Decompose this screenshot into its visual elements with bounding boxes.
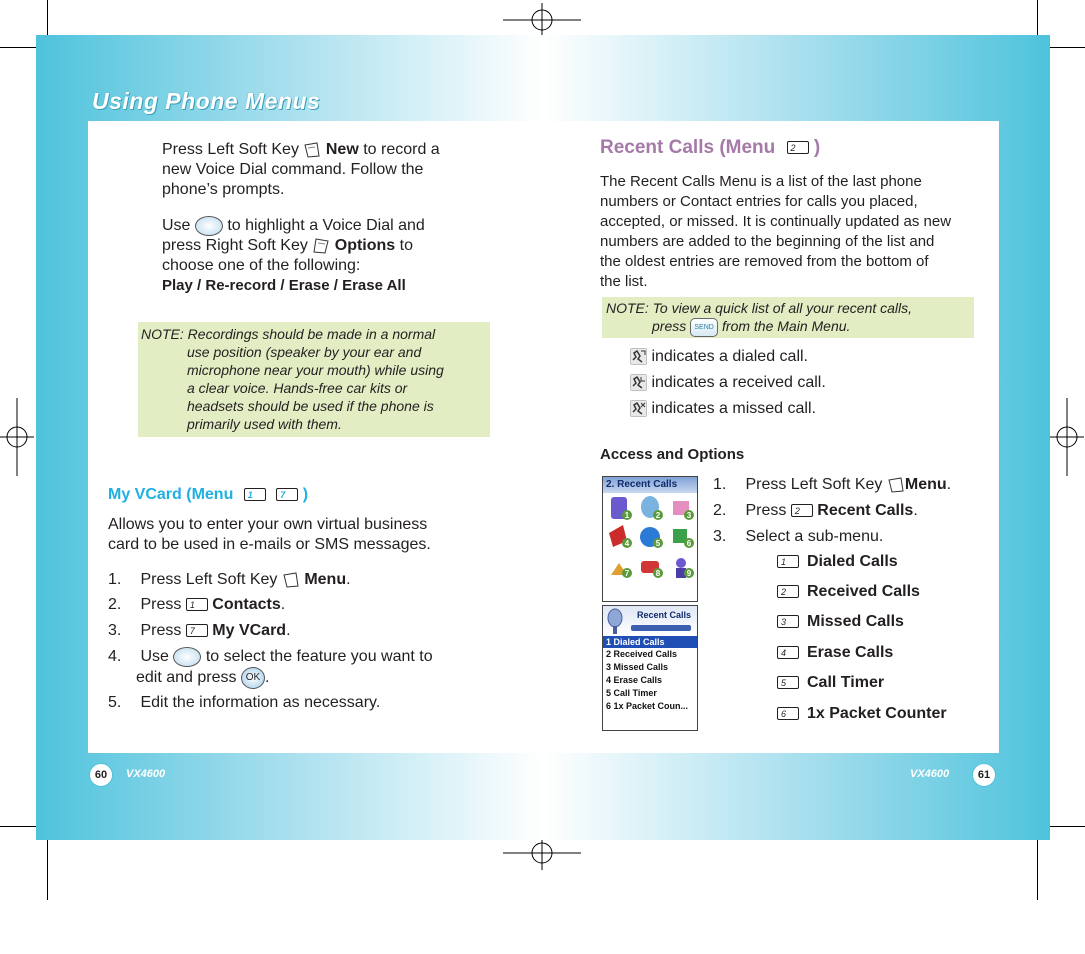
key-4-icon: 4 [777,646,799,659]
grid-number: 4 [624,539,630,548]
menu-icon-grid [603,493,697,601]
key-6-icon: 6 [777,707,799,720]
text: . [346,571,351,588]
registration-mark-icon [0,398,34,476]
recent-calls-screen-list [602,605,698,731]
navigation-key-icon [173,647,201,667]
text: choose one of the following: [162,257,361,275]
grid-number: 3 [686,511,692,520]
text: . [264,669,270,687]
heading-text: ) [302,486,309,503]
page-indicator [631,625,691,631]
step-number: 1. [713,476,727,493]
text: Press Left Soft Key [745,476,883,493]
grid-number: 7 [624,569,630,578]
vcard-description [108,515,488,555]
recent-calls-label: Recent Calls [817,502,914,519]
heading-text: Recent Calls (Menu [600,137,776,158]
screen-list-item-selected: 1 Dialed Calls [603,636,697,648]
key-2-icon: 2 [787,141,809,154]
contacts-label: Contacts [212,596,281,613]
text: indicates a dialed call. [651,348,808,365]
menu-label: Menu [304,571,347,588]
grid-number: 1 [624,511,630,520]
note-line: NOTE: To view a quick list of all your recent calls, [606,300,913,316]
screen-list-item: 4 Erase Calls [606,675,663,685]
text: to highlight a Voice Dial and [227,217,425,235]
note-line: a clear voice. Hands-free car kits or [187,380,408,396]
grid-number: 6 [686,539,692,548]
text: Press Left Soft Key [162,141,299,158]
heading-text: My VCard (Menu [108,486,234,503]
navigation-key-icon [195,216,223,236]
note-line: headsets should be used if the phone is [187,398,434,414]
text: from the Main Menu. [722,318,851,334]
text: card to be used in e-mails or SMS messages. [108,536,431,553]
phone-handset-icon [607,608,623,634]
recent-calls-screen-grid [602,476,698,602]
submenu-item-erase-calls [777,644,893,662]
note-line: NOTE: Recordings should be made in a normal [141,326,436,342]
screen-list-item: 6 1x Packet Coun... [606,701,689,711]
note-line [602,317,974,337]
text: . [913,502,918,519]
recent-calls-note [602,297,974,338]
key-7-icon: 7 [276,488,298,501]
submenu-item-received-calls [777,583,920,601]
step-number: 2. [713,502,727,519]
list-item [713,475,993,501]
text: press [652,318,687,334]
my-vcard-label: My VCard [212,622,287,639]
crop-mark [1037,0,1038,36]
note-line: primarily used with them. [187,416,342,432]
text: press Right Soft Key [162,237,308,255]
text: Use [140,648,169,666]
key-1-icon: 1 [777,555,799,568]
received-call-icon [630,374,647,391]
list-item [108,647,488,667]
submenu-item-dialed-calls [777,553,898,571]
registration-mark-icon [503,3,581,37]
my-vcard-heading [108,486,308,504]
list-item [713,527,993,547]
text: phone’s prompts. [162,181,285,198]
page-number-right: 61 [972,763,996,787]
text: to record a [363,141,440,158]
submenu-item-packet-counter [777,705,947,723]
new-label: New [325,141,359,158]
vcard-steps [108,570,488,713]
crop-mark [0,826,36,827]
right-soft-key-icon [312,238,330,254]
crop-mark [47,840,48,900]
send-key-icon: SEND [690,318,718,337]
missed-call-icon [630,400,647,417]
submenu-item-call-timer [777,674,884,692]
screen-title: 2. Recent Calls [603,477,697,493]
dialed-call-icon [630,348,647,365]
submenu-label: Missed Calls [807,613,904,630]
call-icon-legend [630,347,826,425]
text: . [280,596,286,613]
crop-mark [0,47,36,48]
recent-calls-description [600,172,990,292]
list-item [108,570,488,595]
screen-header [603,606,697,636]
screen-title: Recent Calls [637,610,692,620]
step-number: 2. [108,596,122,613]
step-number: 3. [108,622,122,639]
list-item-continued [108,667,488,693]
submenu-label: Call Timer [807,674,885,691]
text: Use [162,217,191,235]
crop-mark [1050,47,1085,48]
page-number-left: 60 [89,763,113,787]
step-number: 5. [108,694,122,712]
text: to [399,237,413,255]
recording-note [138,322,490,437]
text: Edit the information as necessary. [140,694,381,712]
list-item [713,501,993,527]
page-title: Using Phone Menus [92,88,321,114]
registration-mark-icon [503,836,581,870]
key-7-icon: 7 [186,624,208,637]
text: The Recent Calls Menu is a list of the last phone [600,173,922,190]
note-line: use position (speaker by your ear and [187,344,422,360]
text: . [946,476,952,493]
step-number: 4. [108,648,122,666]
text: Select a sub-menu. [745,528,884,545]
left-soft-key-icon [887,477,905,493]
list-item [108,693,488,713]
step-number: 1. [108,571,122,588]
text: new Voice Dial command. Follow the [162,161,424,178]
text: numbers are added to the beginning of the list and [600,233,935,250]
list-item [630,399,826,425]
text: accepted, or missed. It is continually updated as new [600,213,952,230]
text: Press [745,502,787,519]
heading-text: ) [813,137,821,158]
registration-mark-icon [1050,398,1084,476]
text: Allows you to enter your own virtual business [108,516,428,533]
grid-number: 2 [655,511,661,520]
list-item [630,373,826,399]
grid-number: 8 [655,569,661,578]
list-item [108,595,488,621]
text: indicates a received call. [651,374,826,391]
text: Press [140,622,182,639]
step-number: 3. [713,528,727,545]
ok-key-icon: OK [241,667,265,689]
footer-model-left: VX4600 [126,768,166,780]
text: indicates a missed call. [651,400,816,417]
submenu-item-missed-calls [777,613,904,631]
submenu-label: Erase Calls [807,644,894,661]
left-soft-key-icon [282,572,300,588]
crop-mark [1037,840,1038,900]
screen-list-item: 3 Missed Calls [606,662,669,672]
text: to select the feature you want to [205,648,433,666]
grid-number: 5 [655,539,661,548]
key-2-icon: 2 [791,504,813,517]
list-item [630,347,826,373]
footer-model-right: VX4600 [910,768,950,780]
crop-mark [1050,826,1085,827]
key-1-icon: 1 [244,488,266,501]
text: numbers or Contact entries for calls you placed, [600,193,918,210]
options-label: Options [334,237,396,255]
voice-dial-options: Play / Re-record / Erase / Erase All [162,277,406,295]
screen-list-item: 5 Call Timer [606,688,657,698]
left-soft-key-icon [303,142,321,158]
voice-dial-instructions [162,140,482,296]
key-5-icon: 5 [777,676,799,689]
key-3-icon: 3 [777,615,799,628]
list-item [108,621,488,647]
text: Press [140,596,182,613]
submenu-label: Received Calls [807,583,920,600]
recent-calls-heading [600,137,820,159]
access-steps [713,475,993,547]
text: edit and press [136,669,237,687]
submenu-label: 1x Packet Counter [807,705,947,722]
screen-list-item: 2 Received Calls [606,649,678,659]
key-2-icon: 2 [777,585,799,598]
key-1-icon: 1 [186,598,208,611]
menu-label: Menu [904,476,947,493]
text: Press Left Soft Key [140,571,278,588]
note-line: microphone near your mouth) while using [187,362,444,378]
text: the oldest entries are removed from the bottom of [600,253,929,270]
crop-mark [47,0,48,36]
access-options-heading: Access and Options [600,446,745,463]
grid-number: 9 [686,569,692,578]
submenu-label: Dialed Calls [807,553,898,570]
text: the list. [600,273,648,290]
text: . [286,622,291,639]
